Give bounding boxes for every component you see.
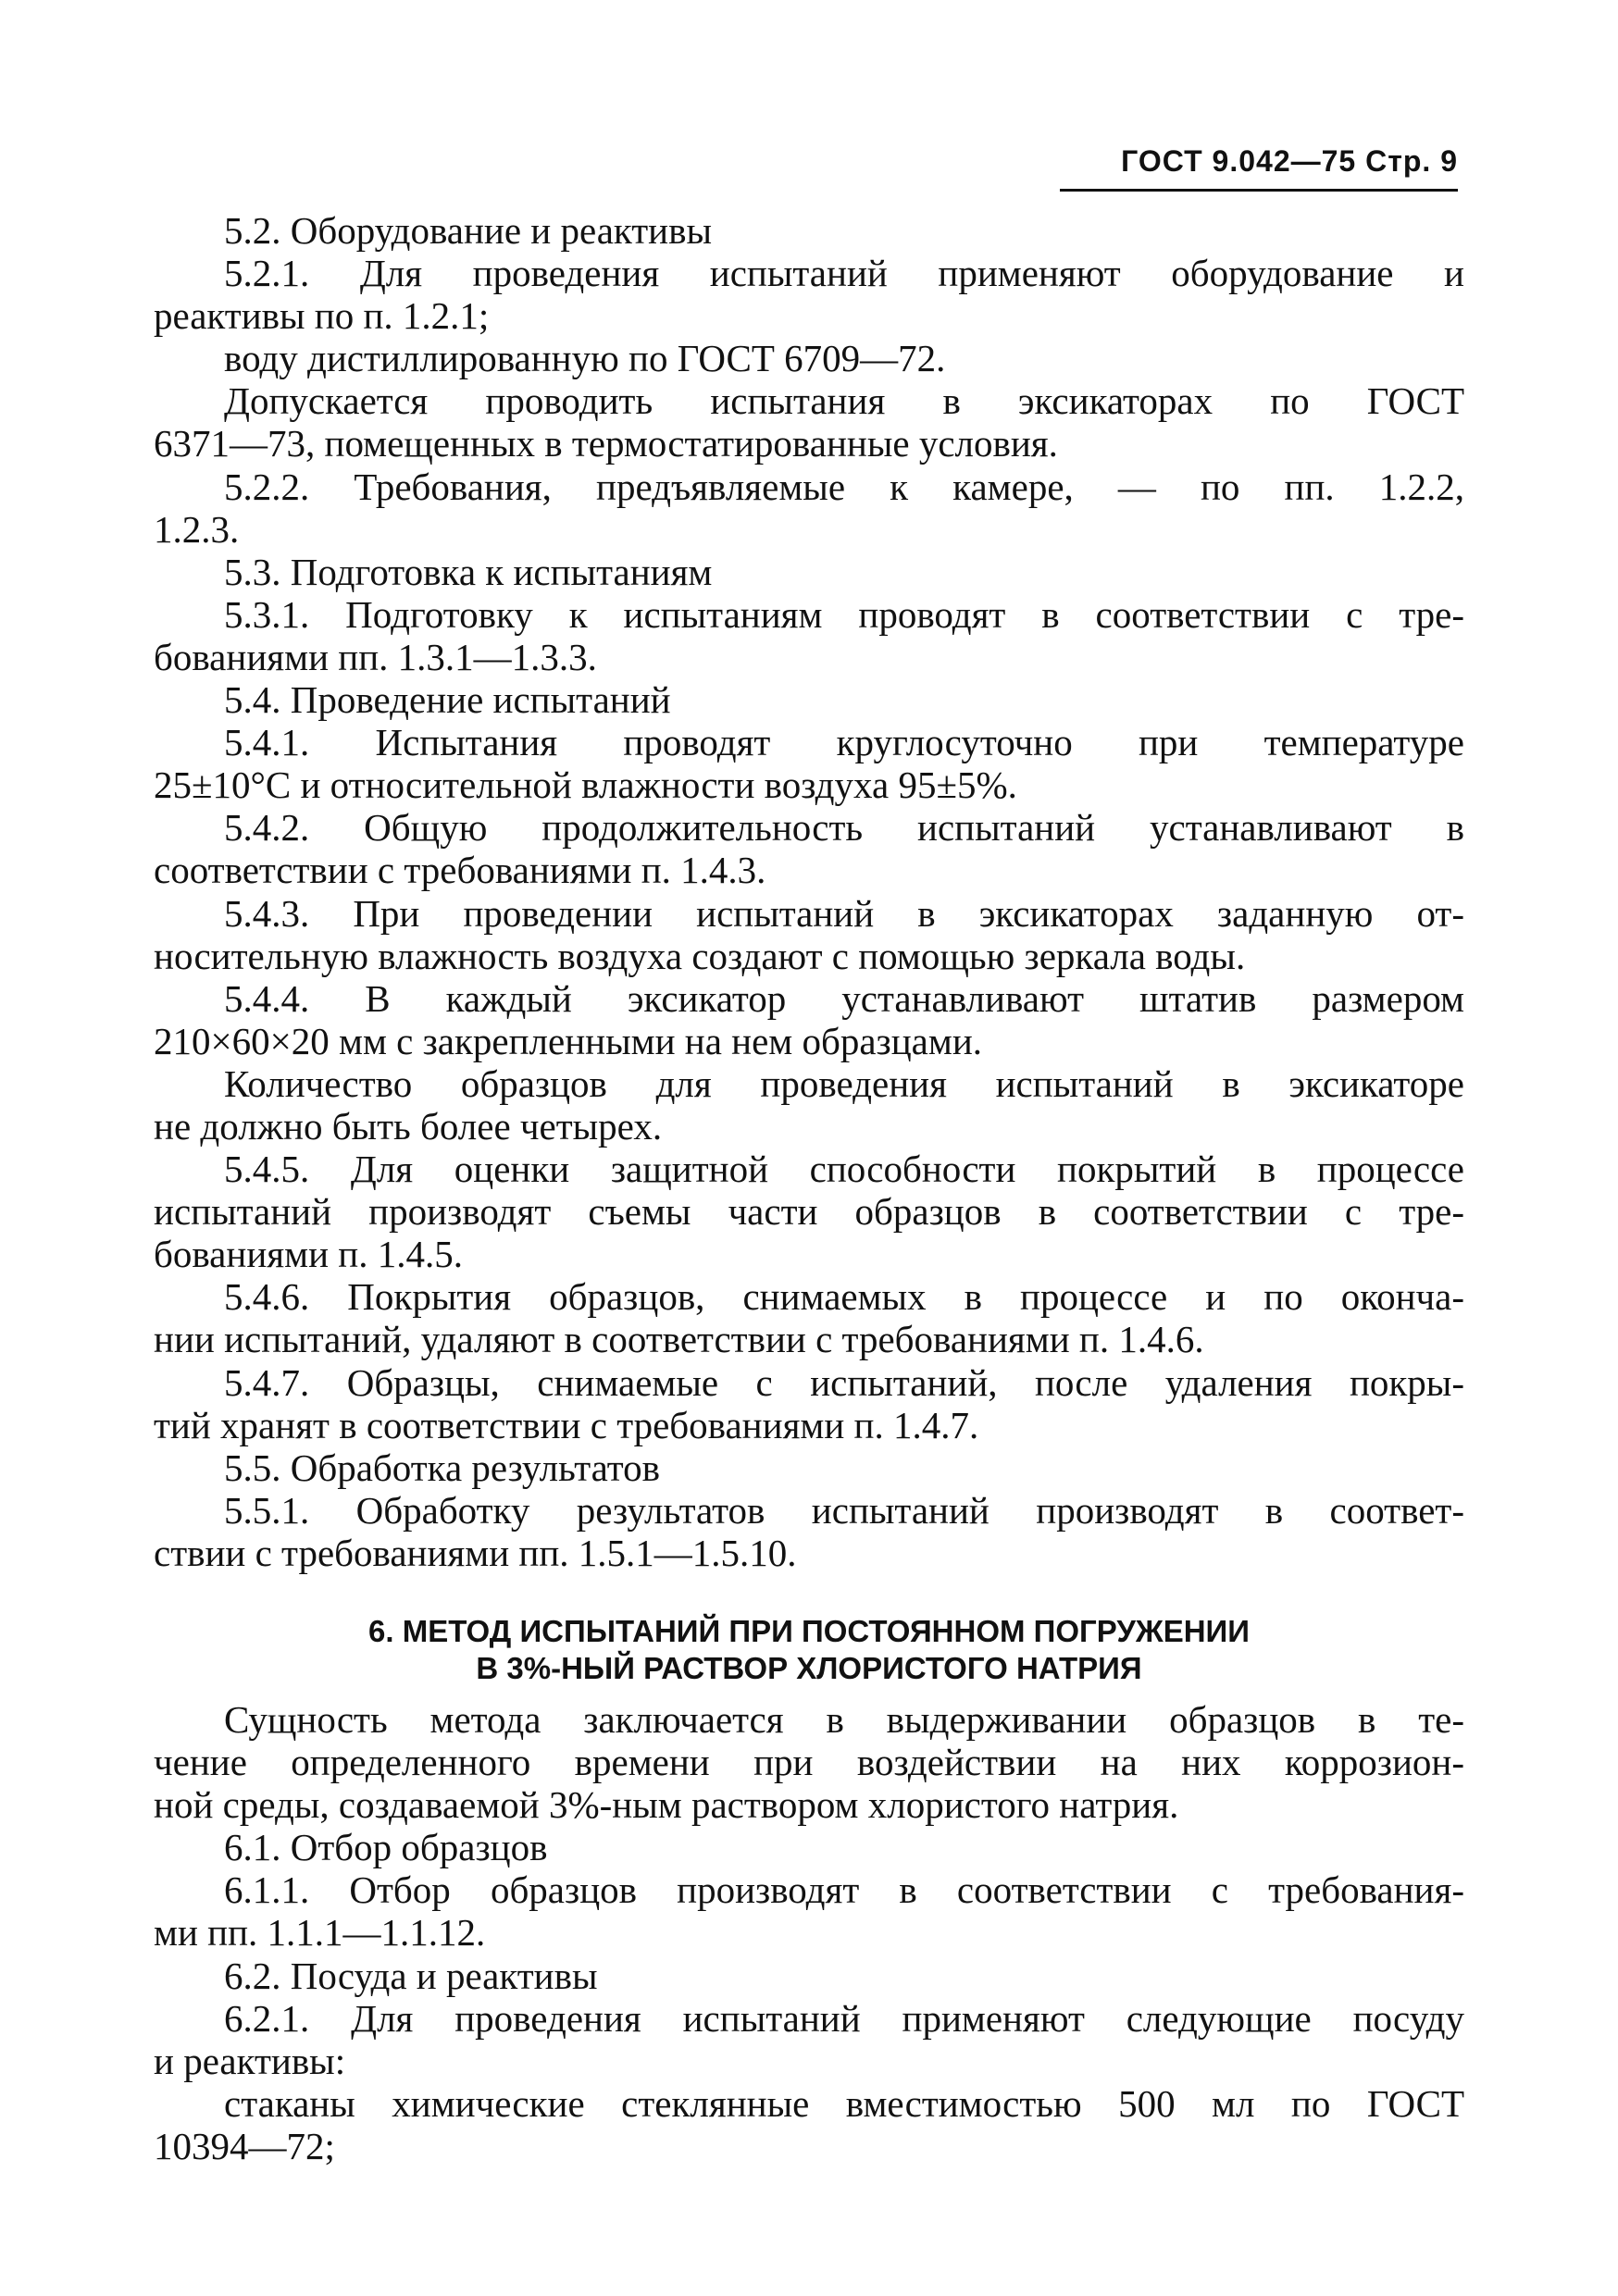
text-line: реактивы по п. 1.2.1; — [154, 294, 490, 338]
text-line: бованиями п. 1.4.5. — [154, 1233, 463, 1276]
text-line: 5.4.5. Для оценки защитной способности покрытий в процессе — [224, 1148, 1464, 1191]
document-body — [154, 209, 1464, 2167]
text-line: воду дистиллированную по ГОСТ 6709—72. — [224, 337, 946, 380]
text-line: носительную влажность воздуха создают с помощью зеркала воды. — [154, 934, 1246, 977]
text-line: стаканы химические стеклянные вместимостью 500 мл по ГОСТ — [224, 2081, 1464, 2125]
text-line: 5.3. Подготовка к испытаниям — [224, 550, 713, 593]
text-line: 6371—73, помещенных в термостатированные условия. — [154, 422, 1058, 465]
section-6-heading — [154, 1613, 1464, 1687]
text-line: тий хранят в соответствии с требованиями п. 1.4.7. — [154, 1403, 979, 1446]
text-line: Допускается проводить испытания в эксикаторах по ГОСТ — [224, 379, 1464, 423]
text-line: ствии с требованиями пп. 1.5.1—1.5.10. — [154, 1531, 797, 1574]
text-block-section-6 — [154, 1698, 1464, 2167]
text-line: 5.3.1. Подготовку к испытаниям проводят в соответствии с тре- — [224, 592, 1464, 636]
text-line: 5.4.7. Образцы, снимаемые с испытаний, после удаления покры- — [224, 1360, 1464, 1404]
text-line: 25±10°С и относительной влажности воздуха 95±5%. — [154, 763, 1017, 807]
text-line: 5.2.1. Для проведения испытаний применяют оборудование и — [224, 252, 1464, 295]
text-line: 6.2.1. Для проведения испытаний применяют следующие посуду — [224, 1996, 1464, 2040]
text-line: ной среды, создаваемой 3%-ным раствором хлористого натрия. — [154, 1783, 1179, 1827]
text-line: 5.4. Проведение испытаний — [224, 678, 671, 722]
text-line: 6.1.1. Отбор образцов производят в соответствии с требования- — [224, 1868, 1464, 1912]
text-line: испытаний производят съемы части образцов в соответствии с тре- — [154, 1190, 1464, 1234]
text-block-section-5 — [154, 209, 1464, 1574]
text-line: 6.2. Посуда и реактивы — [224, 1954, 598, 1997]
text-line: 5.4.6. Покрытия образцов, снимаемых в процессе и по оконча- — [224, 1275, 1464, 1319]
text-line: 5.5.1. Обработку результатов испытаний производят в соответ- — [224, 1488, 1464, 1532]
page-header: ГОСТ 9.042—75 Стр. 9 — [1121, 144, 1458, 178]
text-line: 5.2.2. Требования, предъявляемые к камере, — по пп. 1.2.2, — [224, 465, 1464, 508]
section-6-heading-line-2: В 3%-НЫЙ РАСТВОР ХЛОРИСТОГО НАТРИЯ — [476, 1651, 1142, 1685]
text-line: 5.2. Оборудование и реактивы — [224, 209, 713, 252]
section-6-heading-line-1: 6. МЕТОД ИСПЫТАНИЙ ПРИ ПОСТОЯННОМ ПОГРУЖЕНИИ — [368, 1614, 1250, 1648]
header-rule — [1060, 189, 1458, 192]
text-line: Сущность метода заключается в выдерживании образцов в те- — [224, 1698, 1464, 1741]
text-line: нии испытаний, удаляют в соответствии с требованиями п. 1.4.6. — [154, 1318, 1204, 1361]
text-line: 10394—72; — [154, 2124, 335, 2167]
text-line: бованиями пп. 1.3.1—1.3.3. — [154, 635, 597, 678]
text-line: 5.4.3. При проведении испытаний в эксикаторах заданную от- — [224, 891, 1464, 935]
text-line: не должно быть более четырех. — [154, 1104, 663, 1148]
text-line: 5.4.2. Общую продолжительность испытаний устанавливают в — [224, 806, 1464, 850]
text-line: 5.5. Обработка результатов — [224, 1446, 661, 1489]
text-line: ми пп. 1.1.1—1.1.12. — [154, 1911, 486, 1955]
text-line: 6.1. Отбор образцов — [224, 1826, 548, 1869]
text-line: и реактивы: — [154, 2039, 346, 2082]
text-line: Количество образцов для проведения испытаний в эксикаторе — [224, 1061, 1464, 1105]
text-line: 5.4.1. Испытания проводят круглосуточно при температуре — [224, 721, 1464, 764]
text-line: соответствии с требованиями п. 1.4.3. — [154, 849, 766, 892]
text-line: 1.2.3. — [154, 507, 240, 551]
text-line: 5.4.4. В каждый эксикатор устанавливают штатив размером — [224, 976, 1464, 1020]
text-line: чение определенного времени при воздействии на них коррозион- — [154, 1741, 1464, 1784]
text-line: 210×60×20 мм с закрепленными на нем образцами. — [154, 1019, 983, 1062]
